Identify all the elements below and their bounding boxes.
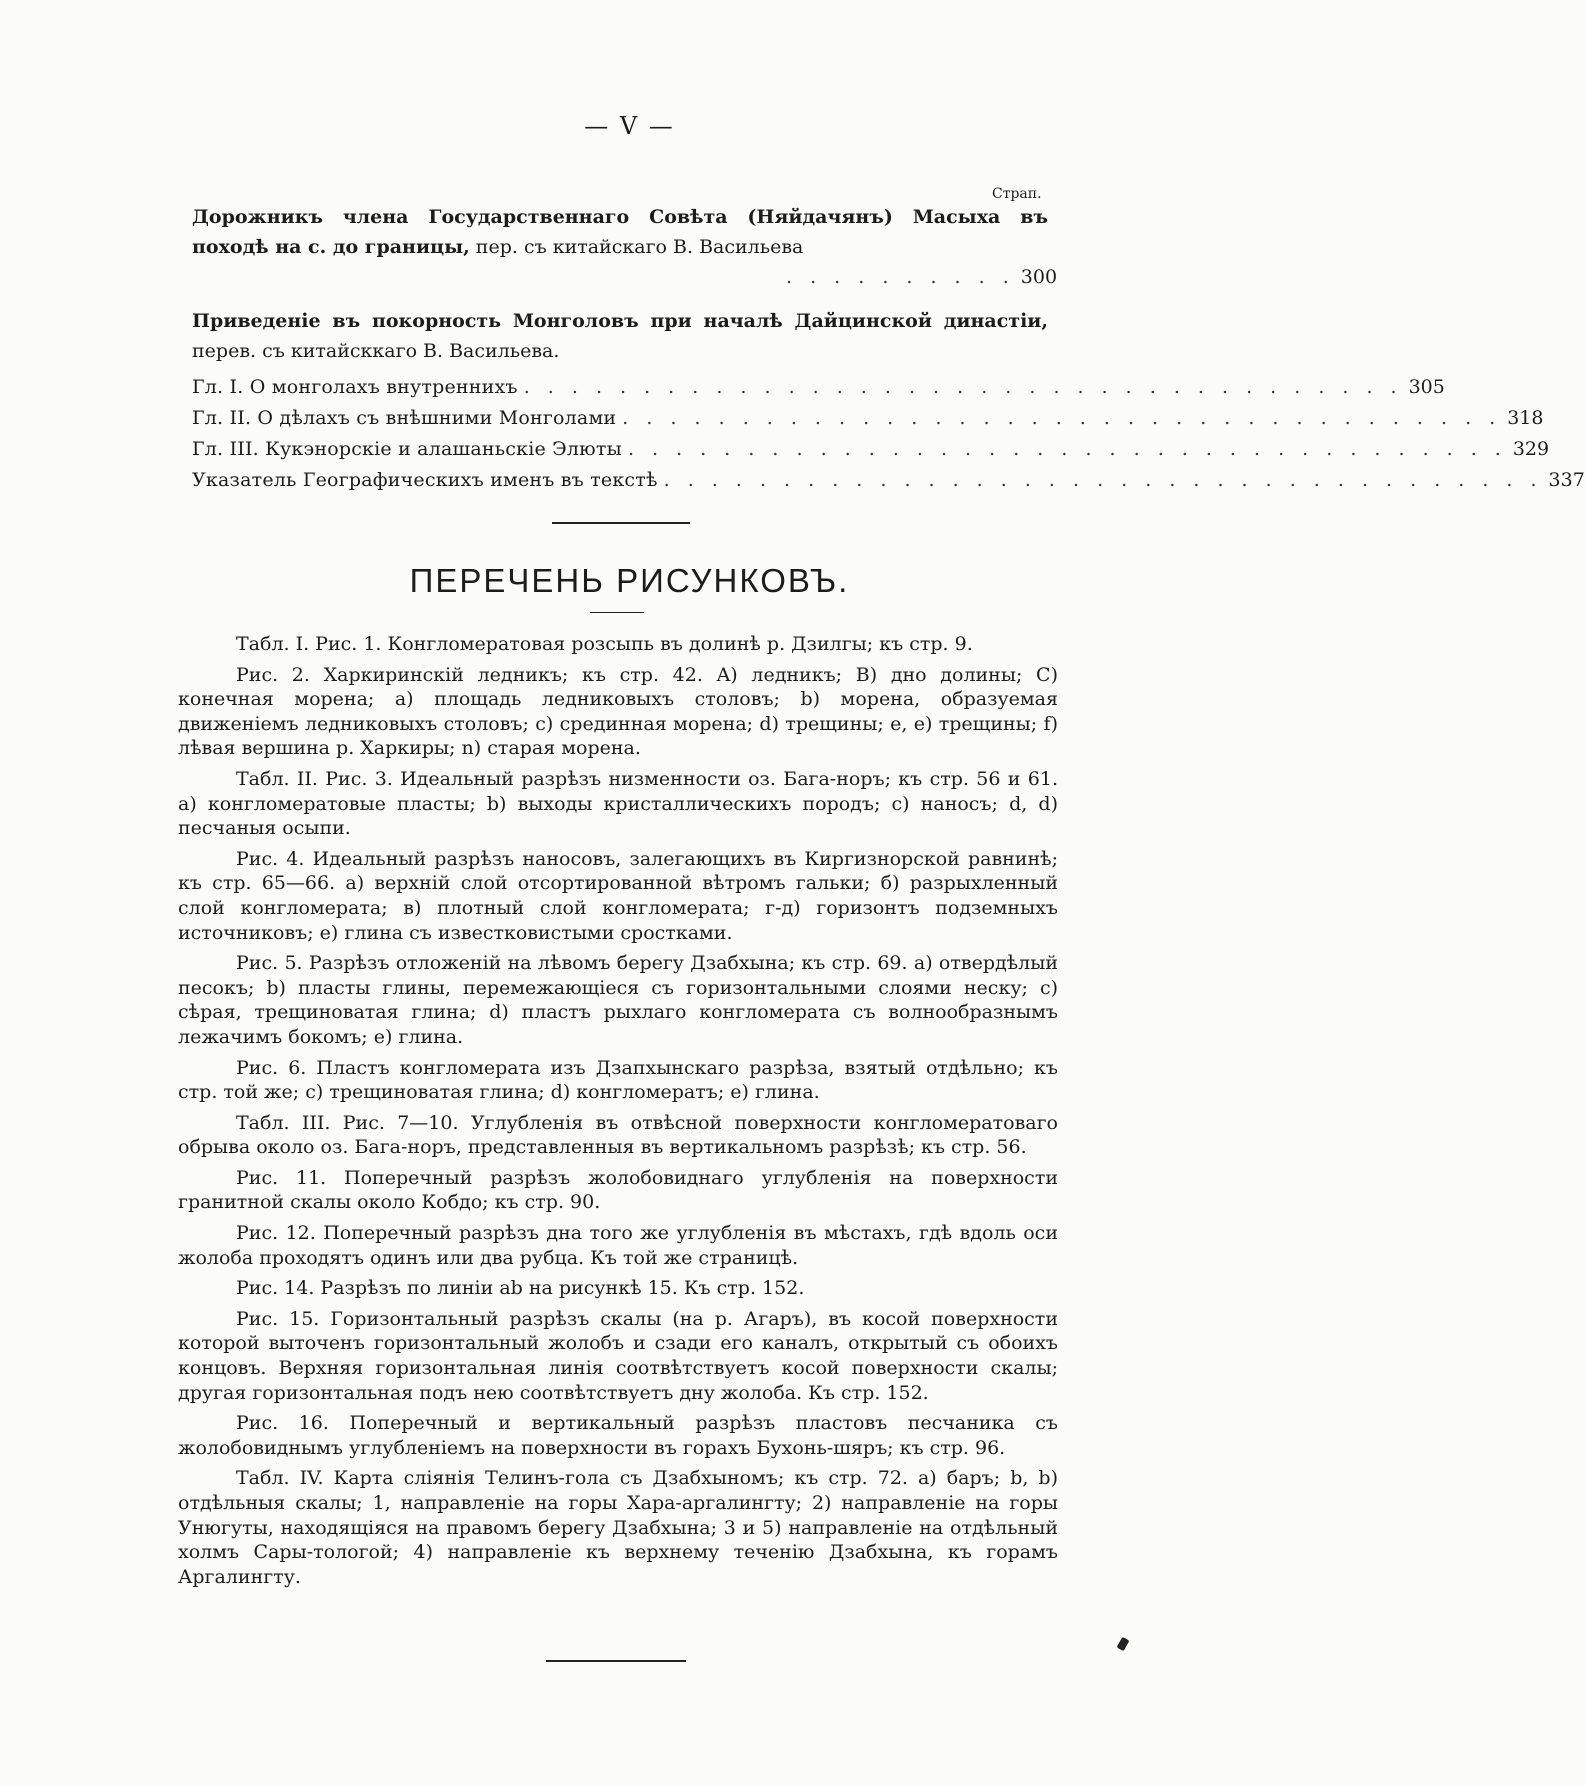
dot-leader: . . . . . . . . . .: [786, 266, 1015, 288]
dot-leader: . . . . . . . . . . . . . . . . . . . . . . . . . . . . . . . . . . . . .: [627, 438, 1507, 460]
figure-item: Рис. 4. Идеальный разрѣзъ наносовъ, залегающихъ въ Киргизнорской равнинѣ; къ стр. 65—66. a) верхній слой отсортированной вѣтромъ гальки; б) разрыхленный слой конгломерата; в) плотный слой конгломерата; г-д) горизонтъ подземныхъ источниковъ; е) глина съ известковистыми сростками.: [178, 847, 1058, 944]
end-divider: [546, 1660, 686, 1662]
figure-item: Рис. 15. Горизонтальный разрѣзъ скалы (на р. Агаръ), въ косой поверхности которой выточенъ горизонтальный жолобъ и сзади его каналъ, открытый съ обоихъ концовъ. Верхняя горизонтальная линія соотвѣтствуетъ косой поверхности скалы; другая горизонтальная подъ нею соотвѣтствуетъ дну жолоба. Къ стр. 152.: [178, 1307, 1058, 1404]
dot-leader: . . . . . . . . . . . . . . . . . . . . . . . . . . . . . . . . . . . . .: [622, 407, 1502, 429]
dot-leader: . . . . . . . . . . . . . . . . . . . . . . . . . . . . . . . . . . . . .: [523, 376, 1403, 398]
chapter-label: Гл. II. О дѣлахъ съ внѣшними Монголами: [192, 407, 617, 429]
figure-item: Табл. I. Рис. 1. Конгломератовая розсыпь въ долинѣ р. Дзилгы; къ стр. 9.: [236, 633, 973, 655]
page-number: — V —: [584, 112, 675, 140]
figure-item: Рис. 6. Пластъ конгломерата изъ Дзапхынскаго разрѣза, взятый отдѣльно; къ стр. той же; c) трещиноватая глина; d) конгломератъ; e) глина.: [178, 1056, 1058, 1104]
figure-item: Табл. III. Рис. 7—10. Углубленія въ отвѣсной поверхности конгломератоваго обрыва около оз. Бага-норъ, представленныя въ вертикальномъ разрѣзѣ; къ стр. 56.: [178, 1111, 1058, 1159]
chapter-row: [192, 372, 1445, 403]
chapter-row: [192, 434, 1550, 465]
toc-entry-subtitle: пер. съ китайскаго В. Васильева: [475, 236, 804, 258]
toc-entry-title: Дорожникъ члена Государственнаго Совѣта (Няйдачянъ) Масыха въ походѣ на с. до границы,: [192, 206, 1048, 258]
chapter-label: Указатель Географическихъ именъ въ текстѣ: [192, 469, 658, 491]
section-divider: [552, 522, 690, 524]
toc-entry-title: Приведеніе въ покорность Монголовъ при началѣ Дайцинской династіи,: [192, 310, 1048, 332]
toc-entry-subtitle: перев. съ китайсккаго В. Васильева.: [192, 340, 560, 362]
ink-speck: [1117, 1637, 1130, 1651]
chapter-page: 329: [1512, 438, 1550, 460]
heading-underline: [590, 612, 644, 613]
figure-item: Рис. 14. Разрѣзъ по линіи ab на рисункѣ 15. Къ стр. 152.: [236, 1277, 805, 1300]
figure-item: Табл. II. Рис. 3. Идеальный разрѣзъ низменности оз. Бага-норъ; къ стр. 56 и 61. a) конгломератовые пласты; b) выходы кристаллическихъ породъ; c) наносъ; d, d) песчаныя осыпи.: [178, 767, 1058, 840]
chapter-page: 318: [1507, 407, 1544, 429]
chapter-list: [192, 372, 1585, 496]
figure-item: Рис. 16. Поперечный и вертикальный разрѣзъ пластовъ песчаника съ жолобовиднымъ углубленіемъ на поверхности въ горахъ Бухонь-шяръ; къ стр. 96.: [178, 1412, 1058, 1459]
figure-item: Рис. 12. Поперечный разрѣзъ дна того же углубленія въ мѣстахъ, гдѣ вдоль оси жолоба проходятъ одинъ или два рубца. Къ той же страницѣ.: [178, 1222, 1058, 1269]
page-column-label: Страп.: [992, 186, 1042, 202]
toc-entry-page-row: [780, 262, 1058, 293]
chapter-label: Гл. I. О монголахъ внутреннихъ: [192, 376, 518, 398]
figures-heading: ПЕРЕЧЕНЬ РИСУНКОВЪ.: [409, 562, 850, 599]
dot-leader: . . . . . . . . . . . . . . . . . . . . . . . . . . . . . . . . . . . . .: [663, 469, 1543, 491]
figure-item: Рис. 5. Разрѣзъ отложеній на лѣвомъ берегу Дзабхына; къ стр. 69. a) отвердѣлый песокъ; b) пласты глины, перемежающіеся съ горизонтальными слоями неску; c) сѣрая, трещиноватая глина; d) пластъ рыхлаго конгломерата съ волнообразнымъ лежачимъ бокомъ; e) глина.: [178, 952, 1058, 1048]
figure-item: Рис. 2. Харкиринскій ледникъ; къ стр. 42. A) ледникъ; B) дно долины; C) конечная морена; a) площадь ледниковыхъ столовъ; b) морена, образуемая движеніемъ ледниковыхъ столовъ; c) срединная морена; d) трещины; e, e) трещины; f) лѣвая вершина р. Харкиры; n) старая морена.: [178, 663, 1058, 760]
figures-list: [178, 632, 1058, 1595]
chapter-page: 305: [1408, 376, 1445, 398]
chapter-page: 337: [1548, 469, 1585, 491]
figure-item: Табл. IV. Карта сліянія Телинъ-гола съ Дзабхыномъ; къ стр. 72. a) баръ; b, b) отдѣльныя скалы; 1, направленіе на горы Хара-аргалингту; 2) направленіе на горы Унюгуты, находящіяся на правомъ берегу Дзабхына; 3 и 5) направленіе на отдѣльный холмъ Сары-тологой; 4) направленіе къ верхнему теченію Дзабхына, къ горамъ Аргалингту.: [178, 1467, 1058, 1588]
toc-entry-privedenie: [192, 306, 1048, 366]
toc-entry-dorozhnik: [192, 202, 1048, 262]
figure-item: Рис. 11. Поперечный разрѣзъ жолобовиднаго углубленія на поверхности гранитной скалы около Кобдо; къ стр. 90.: [178, 1166, 1058, 1214]
chapter-row: [192, 403, 1544, 434]
chapter-row: [192, 465, 1585, 496]
chapter-label: Гл. III. Кукэнорскіе и алашаньскіе Элюты: [192, 438, 622, 460]
toc-entry-page: 300: [1020, 266, 1058, 288]
